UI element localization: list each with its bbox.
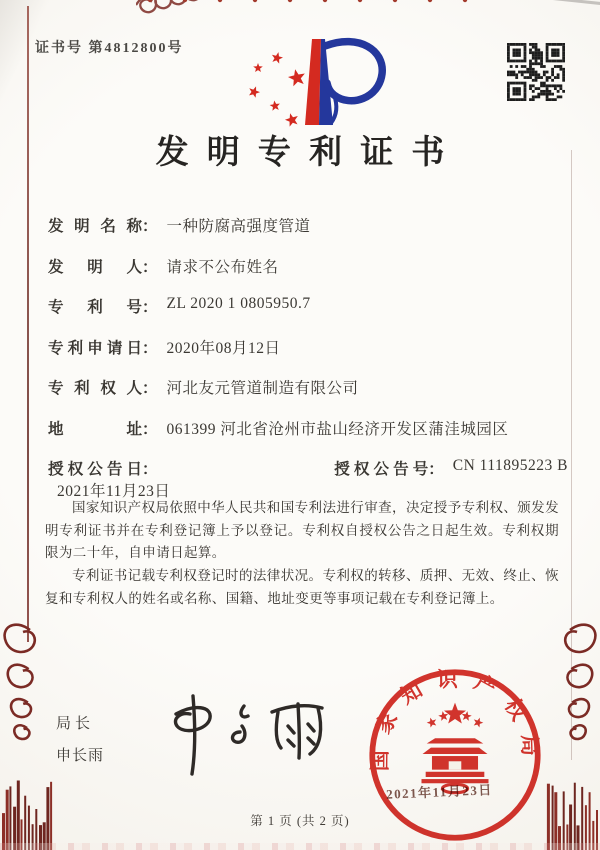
director-signature <box>150 688 360 788</box>
field-value: ZL 2020 1 0805950.7 <box>166 295 311 312</box>
cnipa-logo-icon <box>234 33 396 129</box>
field-value: 河北友元管道制造有限公司 <box>166 380 359 397</box>
bottom-fringe-band <box>0 843 600 850</box>
qr-code <box>507 43 565 101</box>
left-border-line <box>27 6 29 642</box>
field-label: 专利申请日 <box>48 339 142 357</box>
field-list <box>48 214 568 498</box>
legal-paragraph-2: 专利证书记载专利权登记时的法律状况。专利权的转移、质押、无效、终止、恢复和专利权人的姓名或名称、国籍、地址变更等事项记载在专利登记簿上。 <box>45 568 559 606</box>
photo-edge-line <box>488 0 600 7</box>
field-address: 地址 ： 061399 河北省沧州市盐山经济开发区蒲洼城园区 <box>48 417 568 458</box>
field-value: 2020年08月12日 <box>166 339 281 357</box>
top-ornament-band <box>136 0 488 16</box>
field-label: 专利权人 <box>48 380 142 397</box>
field-label: 专利号 <box>48 299 142 316</box>
certificate-number: 证书号 第4812800号 <box>35 41 184 56</box>
legal-text <box>45 497 559 610</box>
field-label: 发明名称 <box>48 218 142 235</box>
field-invention-name: 发明名称 ： 一种防腐高强度管道 <box>48 214 568 255</box>
director-role-label: 局长 <box>56 716 95 732</box>
field-label: 授权公告号 <box>334 461 429 478</box>
legal-paragraph-1: 国家知识产权局依照中华人民共和国专利法进行审查，决定授予专利权、颁发发明专利证书并在专利登记簿上予以登记。专利权自授权公告之日起生效。专利权期限为二十年，自申请日起算。 <box>45 500 559 561</box>
field-value: CN 111895223 B <box>452 457 568 474</box>
field-value: 2021年11月23日 <box>57 483 171 500</box>
grant-date-group: 授权公告日： 2021年11月23日 <box>48 457 282 501</box>
seal-org-text: 国家知识产权局 <box>367 667 543 772</box>
grant-number-group: 授权公告号 ： CN 111895223 B <box>334 457 568 478</box>
director-name: 申长雨 <box>56 748 105 764</box>
page-number: 第 1 页 (共 2 页) <box>250 814 350 828</box>
field-patent-number: 专利号 ： ZL 2020 1 0805950.7 <box>48 295 311 316</box>
field-patentee: 专利权人 ： 河北友元管道制造有限公司 <box>48 376 568 417</box>
field-inventor: 发明人 ： 请求不公布姓名 <box>48 255 568 296</box>
svg-text:国家知识产权局 <box>368 667 543 771</box>
field-label: 发明人 <box>48 258 142 276</box>
field-label: 授权公告日 <box>48 461 142 478</box>
field-grant-row <box>48 457 568 498</box>
field-filing-date: 专利申请日 ： 2020年08月12日 <box>48 336 568 377</box>
field-value: 061399 河北省沧州市盐山经济开发区蒲洼城园区 <box>166 420 509 438</box>
seal-date-stamp: 2021年11月23日 <box>385 782 494 802</box>
certificate-title: 发明专利证书 <box>155 135 463 171</box>
field-value: 一种防腐高强度管道 <box>166 218 311 235</box>
field-label: 地址 <box>48 420 142 438</box>
field-value: 请求不公布姓名 <box>166 258 279 276</box>
